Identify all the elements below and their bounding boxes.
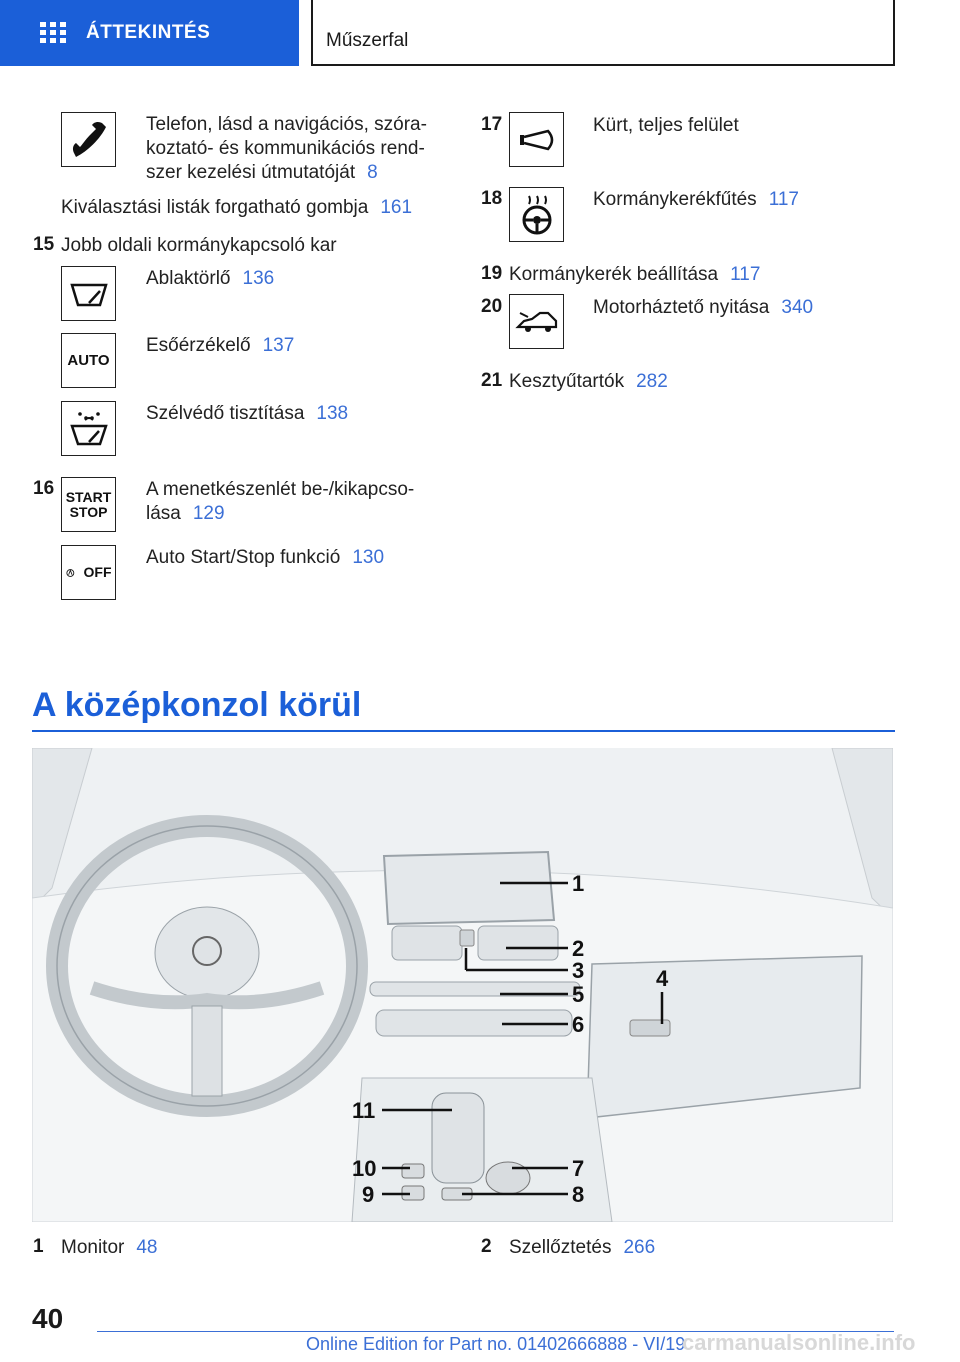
item-number-20: 20 — [481, 296, 503, 317]
page-number: 40 — [32, 1303, 64, 1334]
hood-release-icon — [509, 294, 564, 349]
monitor-text: Monitor — [61, 1237, 125, 1258]
ablaktorlo-page-ref[interactable]: 136 — [242, 268, 275, 289]
esoerzekelo-entry — [146, 334, 294, 358]
item16-page-ref[interactable]: 129 — [192, 503, 225, 524]
item18-entry — [593, 188, 799, 212]
item21-entry — [509, 370, 668, 394]
item-number-19: 19 — [481, 263, 503, 284]
kivalasztasi-page-ref[interactable]: 161 — [380, 197, 413, 218]
section-heading: A középkonzol körül — [32, 686, 362, 724]
item18-text: Kormánykerékfűtés — [593, 189, 757, 210]
szelvedo-entry — [146, 402, 348, 426]
callout-8: 8 — [572, 1182, 585, 1207]
item-number-17: 17 — [481, 114, 503, 135]
ablaktorlo-text: Ablaktörlő — [146, 268, 231, 289]
windshield-washer-icon — [61, 401, 116, 456]
watermark: carmanualsonline.info — [682, 1330, 916, 1355]
item-number-1: 1 — [33, 1236, 44, 1257]
szelvedo-page-ref[interactable]: 138 — [316, 403, 349, 424]
esoerzekelo-page-ref[interactable]: 137 — [262, 335, 295, 356]
start-label: START — [65, 488, 112, 505]
szellozetes-entry — [509, 1236, 655, 1260]
callout-11: 11 — [352, 1098, 376, 1123]
item-number-18: 18 — [481, 188, 503, 209]
footer-edition: Online Edition for Part no. 01402666888 - VI/19 — [306, 1334, 686, 1354]
section-title: ÁTTEKINTÉS — [86, 22, 211, 43]
item16-entry — [146, 478, 414, 526]
item17-text: Kürt, teljes felület — [593, 115, 739, 136]
phone-icon — [61, 112, 116, 167]
item20-entry — [593, 296, 813, 320]
item19-page-ref[interactable]: 117 — [730, 264, 761, 285]
kivalasztasi-entry — [61, 196, 412, 220]
auto-rain-sensor-icon — [61, 333, 116, 388]
callout-7: 7 — [572, 1156, 585, 1181]
callout-5: 5 — [572, 982, 585, 1007]
callout-9: 9 — [362, 1182, 375, 1207]
off-icon-label: OFF — [83, 564, 112, 580]
steering-wheel-heating-icon — [509, 187, 564, 242]
telefon-entry — [146, 113, 427, 185]
item16-line2: lása — [146, 503, 181, 524]
callout-4: 4 — [656, 966, 669, 991]
item18-page-ref[interactable]: 117 — [768, 189, 799, 210]
kivalasztasi-text: Kiválasztási listák forgatható gombja — [61, 197, 369, 218]
autostart-text: Auto Start/Stop funkció — [146, 547, 341, 568]
callout-2: 2 — [572, 936, 585, 961]
callout-3: 3 — [572, 958, 585, 983]
item21-text: Kesztyűtartók — [509, 371, 625, 392]
item19-entry — [509, 263, 760, 287]
grid-menu-icon — [40, 22, 66, 44]
section-tab[interactable] — [0, 0, 299, 66]
monitor-entry — [61, 1236, 158, 1260]
item-number-15: 15 — [33, 234, 55, 255]
subsection-tab[interactable] — [311, 0, 895, 66]
item21-page-ref[interactable]: 282 — [636, 371, 668, 392]
telefon-page-ref[interactable]: 8 — [367, 162, 378, 183]
autostart-page-ref[interactable]: 130 — [352, 547, 385, 568]
szelvedo-text: Szélvédő tisztítása — [146, 403, 305, 424]
auto-icon-label: AUTO — [67, 352, 110, 369]
item20-page-ref[interactable]: 340 — [781, 297, 814, 318]
item-number-21: 21 — [481, 370, 503, 391]
stop-label: STOP — [69, 503, 108, 520]
szellozetes-text: Szellőztetés — [509, 1237, 612, 1258]
center-console-illustration — [32, 748, 893, 1222]
item16-line1: A menetkészenlét be-/kikapcso- — [146, 479, 415, 500]
subsection-title: Műszerfal — [326, 30, 409, 51]
item15-text: Jobb oldali kormánykapcsoló kar — [61, 235, 337, 256]
monitor-page-ref[interactable]: 48 — [136, 1237, 158, 1258]
callout-1: 1 — [572, 871, 585, 896]
esoerzekelo-text: Esőérzékelő — [146, 335, 251, 356]
auto-start-stop-off-icon — [61, 545, 116, 600]
telefon-line1: Telefon, lásd a navigációs, szóra- — [146, 114, 427, 135]
telefon-line2: koztató- és kommunikációs rend- — [146, 138, 425, 159]
start-stop-button-icon — [61, 477, 116, 532]
section-divider — [32, 730, 895, 732]
wiper-icon — [61, 266, 116, 321]
item20-text: Motorháztető nyitása — [593, 297, 770, 318]
item19-text: Kormánykerék beállítása — [509, 264, 719, 285]
callout-6: 6 — [572, 1012, 585, 1037]
szellozetes-page-ref[interactable]: 266 — [623, 1237, 656, 1258]
autostart-entry — [146, 546, 384, 570]
ablaktorlo-entry — [146, 267, 274, 291]
item-number-2: 2 — [481, 1236, 492, 1257]
horn-icon — [509, 112, 564, 167]
item-number-16: 16 — [33, 478, 55, 499]
telefon-line3: szer kezelési útmutatóját — [146, 162, 356, 183]
callout-10: 10 — [352, 1156, 377, 1181]
